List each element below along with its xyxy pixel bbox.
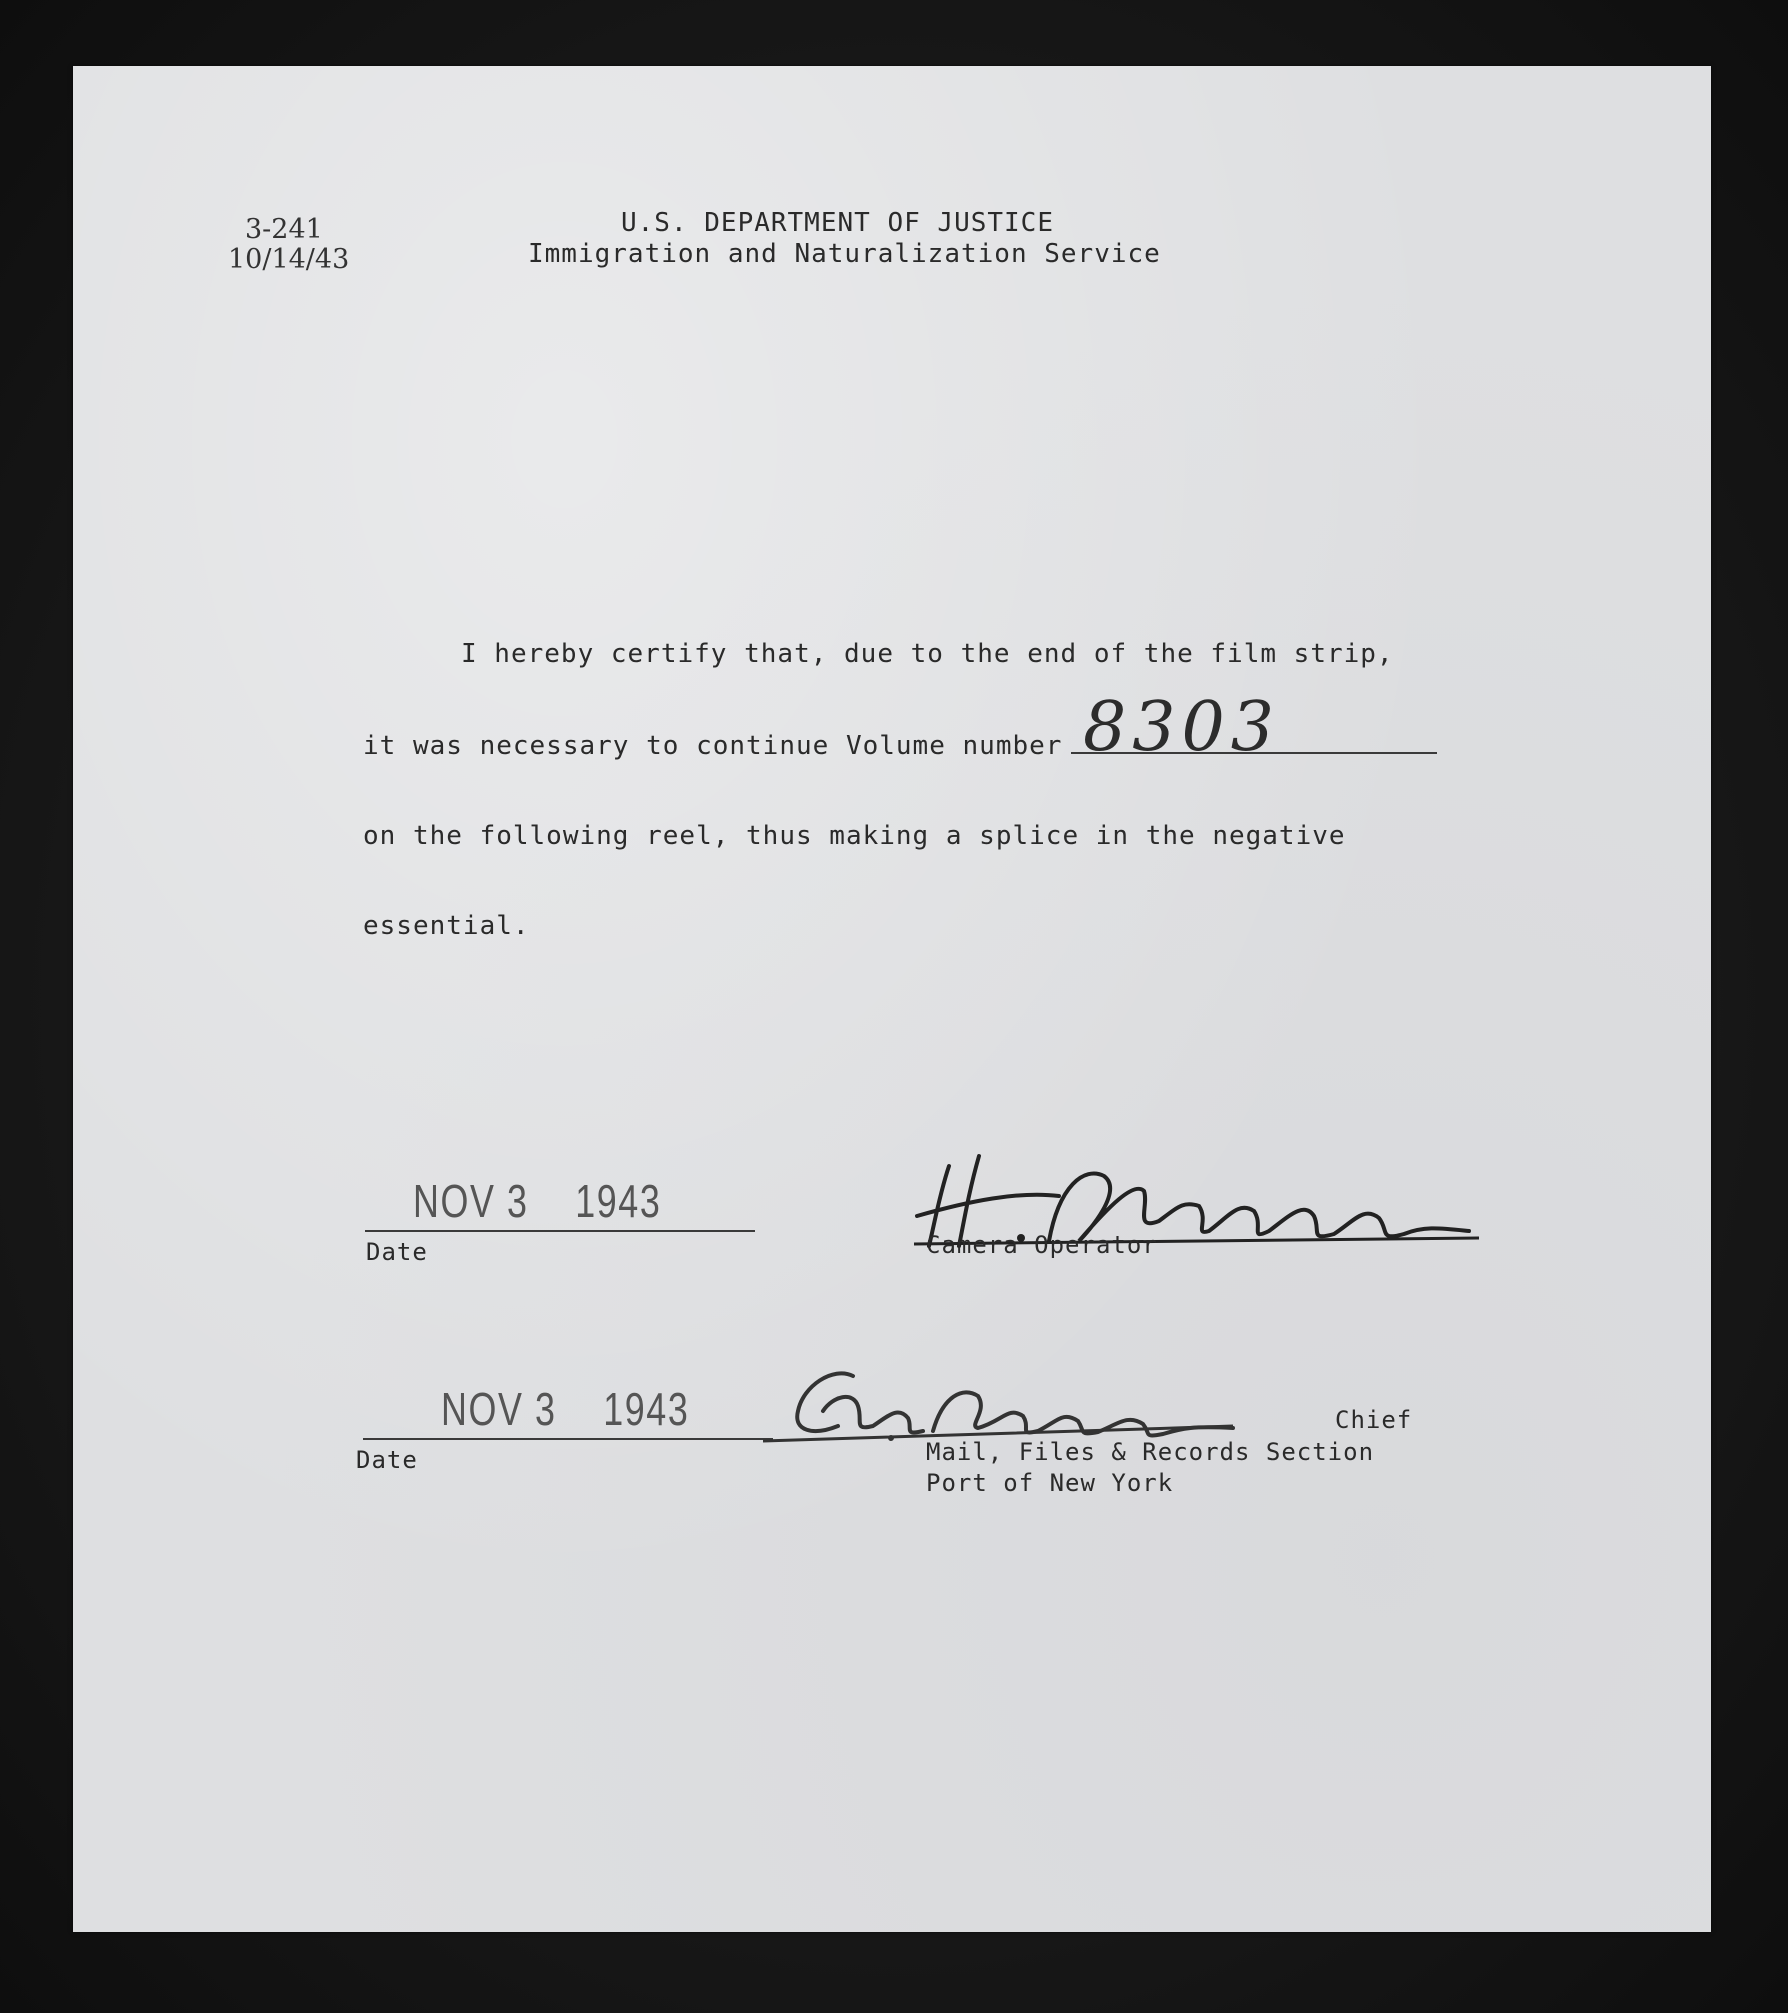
operator-date-line — [365, 1230, 755, 1232]
chief-title: Chief — [1335, 1406, 1413, 1434]
service-heading: Immigration and Naturalization Service — [528, 239, 1161, 269]
body-line-4: essential. — [363, 911, 530, 941]
body-line-1: I hereby certify that, due to the end of the film strip, — [461, 639, 1394, 669]
body-line-3: on the following reel, thus making a splice in the negative — [363, 821, 1346, 851]
operator-stamp-year: 1943 — [575, 1175, 662, 1227]
volume-number-line — [1071, 752, 1437, 754]
document-page — [73, 66, 1711, 1932]
chief-title-line-3: Port of New York — [926, 1469, 1174, 1497]
chief-signature — [763, 1356, 1243, 1451]
chief-title-line-2: Mail, Files & Records Section — [926, 1438, 1375, 1466]
camera-operator-label: Camera Operator — [926, 1231, 1158, 1259]
operator-date-stamp — [413, 1174, 661, 1228]
operator-date-label: Date — [366, 1238, 428, 1266]
operator-stamp-month-day: NOV 3 — [413, 1175, 529, 1227]
department-heading: U.S. DEPARTMENT OF JUSTICE — [621, 208, 1054, 238]
form-date: 10/14/43 — [228, 244, 350, 275]
chief-stamp-month-day: NOV 3 — [441, 1383, 557, 1435]
chief-date-stamp — [441, 1382, 689, 1436]
chief-date-line — [363, 1438, 773, 1440]
chief-date-label: Date — [356, 1446, 418, 1474]
body-line-2: it was necessary to continue Volume number — [363, 731, 1063, 761]
volume-number: 8303 — [1083, 688, 1281, 767]
chief-stamp-year: 1943 — [603, 1383, 690, 1435]
form-number: 3-241 — [245, 214, 323, 245]
